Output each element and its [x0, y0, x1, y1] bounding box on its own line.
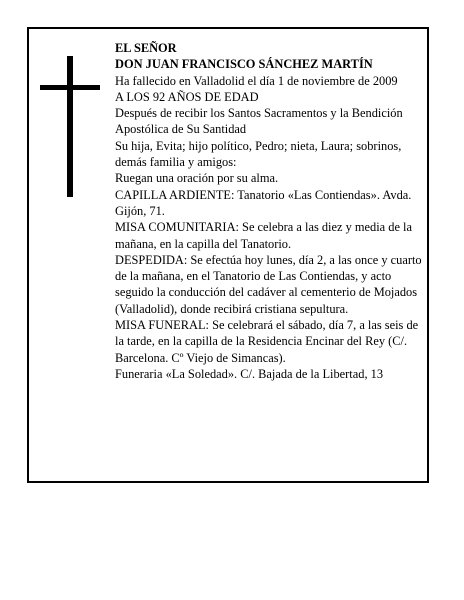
cross-vertical-bar — [67, 56, 73, 197]
notice-heading: EL SEÑOR — [115, 41, 177, 55]
deceased-name: DON JUAN FRANCISCO SÁNCHEZ MARTÍN — [115, 57, 373, 72]
notice-text — [115, 40, 425, 382]
community-mass-line: MISA COMUNITARIA: Se celebra a las diez y media de la mañana, en la capilla del Tanatorio. — [115, 220, 412, 251]
funeral-home-line: Funeraria «La Soledad». C/. Bajada de la Libertad, 13 — [115, 366, 384, 381]
death-statement: Ha fallecido en Valladolid el día 1 de noviembre de 2009 — [115, 73, 398, 88]
chapel-line: CAPILLA ARDIENTE: Tanatorio «Las Contiendas». Avda. Gijón, 71. — [115, 187, 412, 218]
prayer-line: Ruegan una oración por su alma. — [115, 171, 279, 186]
age-line: A LOS 92 AÑOS DE EDAD — [115, 89, 259, 104]
family-line: Su hija, Evita; hijo político, Pedro; nieta, Laura; sobrinos, demás familia y amigos: — [115, 138, 402, 170]
obituary-notice — [27, 27, 429, 483]
cross-horizontal-bar — [40, 85, 100, 90]
farewell-line: DESPEDIDA: Se efectúa hoy lunes, día 2, a las once y cuarto de la mañana, en el Tanatorio de Las Contiendas, y acto seguido la conducción del cadáver al cementerio de Mojados (Valladolid), donde recibirá cristiana sepultura. — [115, 252, 422, 316]
sacraments-line: Después de recibir los Santos Sacramentos y la Bendición Apostólica de Su Santidad — [115, 106, 403, 137]
funeral-mass-line: MISA FUNERAL: Se celebrará el sábado, día 7, a las seis de la tarde, en la capilla de la Residencia Encinar del Rey (C/. Barcelona. Cº Viejo de Simancas). — [115, 318, 419, 365]
